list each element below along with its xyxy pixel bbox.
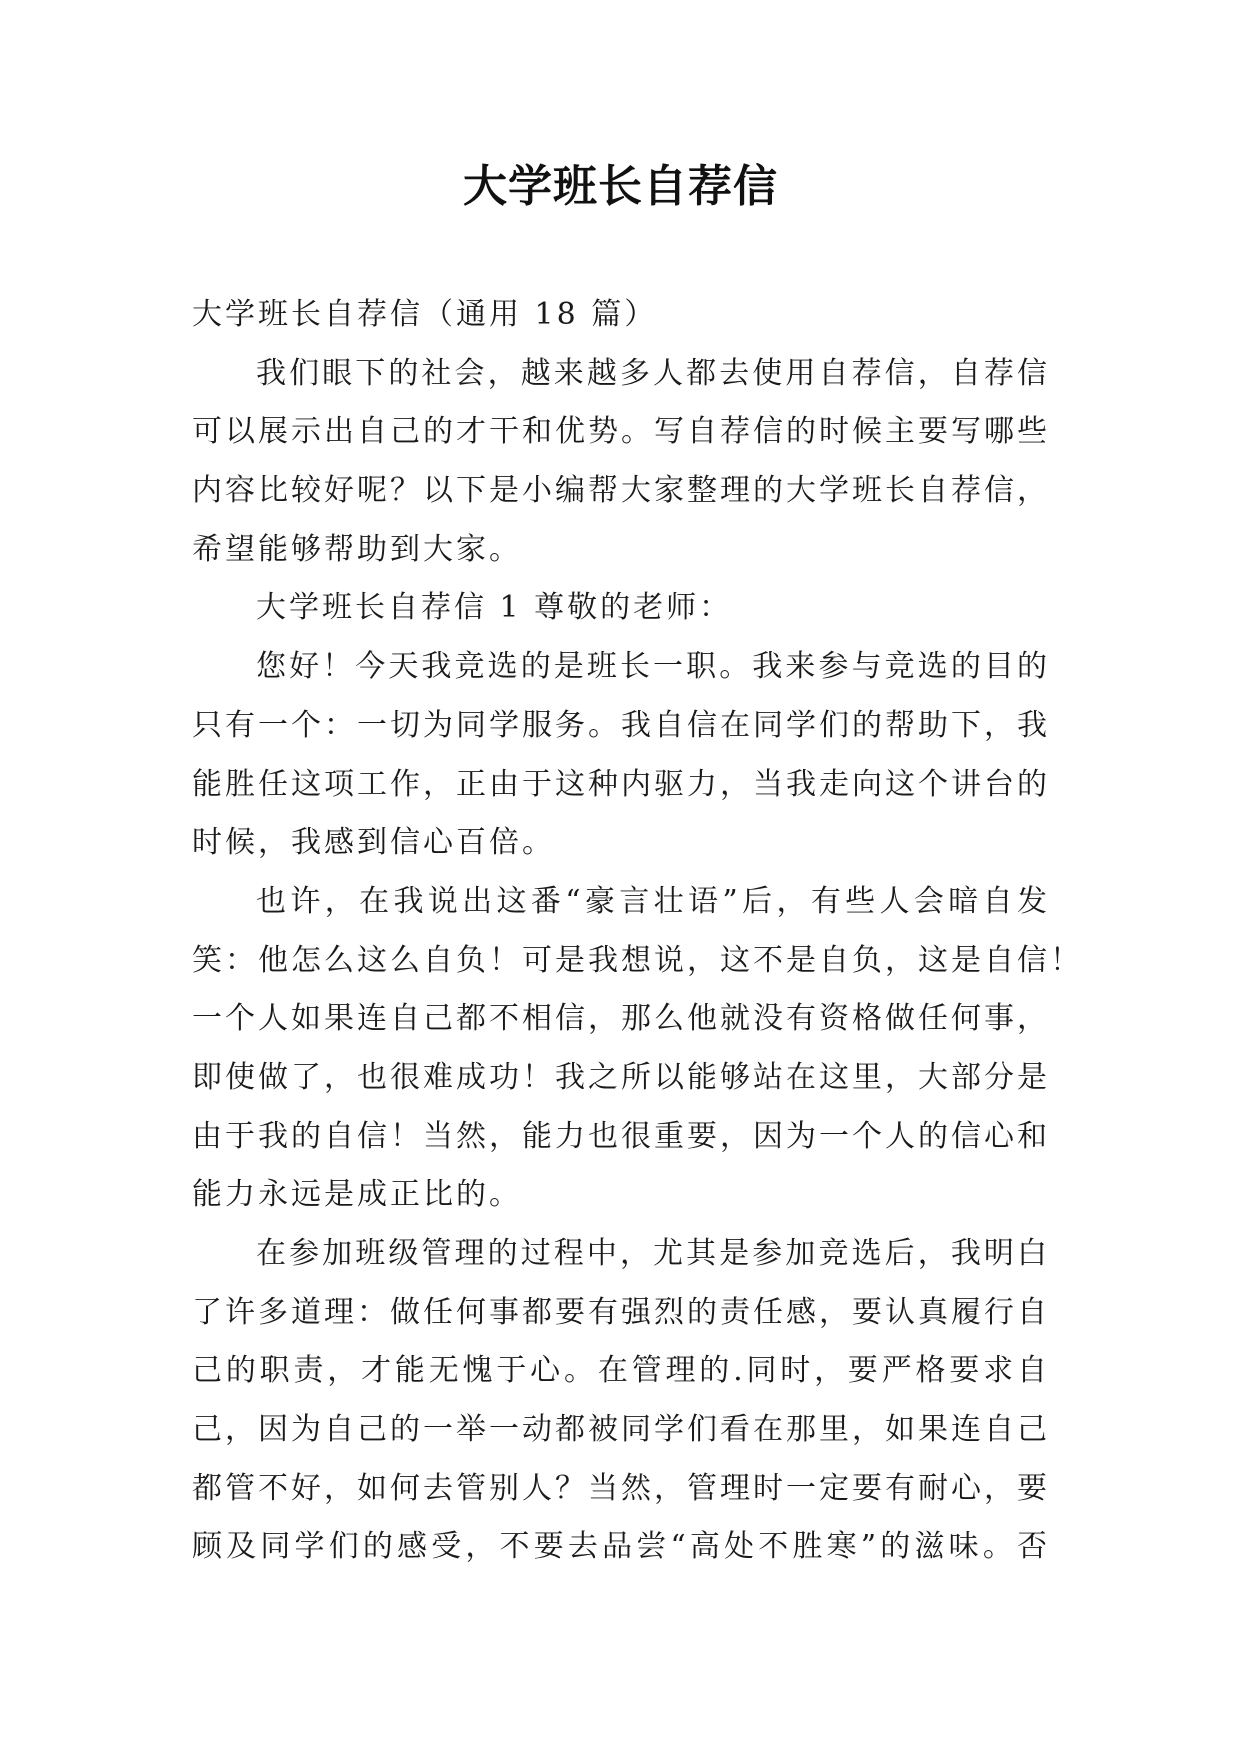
text-line: 我们眼下的社会，越来越多人都去使用自荐信，自荐信 [256, 355, 1050, 391]
text-line: 内容比较好呢？以下是小编帮大家整理的大学班长自荐信， [192, 473, 1050, 509]
text-line: 了许多道理：做任何事都要有强烈的责任感，要认真履行自 [192, 1294, 1050, 1330]
text-line: 笑：他怎么这么自负！可是我想说，这不是自负，这是自信！ [192, 942, 1083, 978]
text-line: 即使做了，也很难成功！我之所以能够站在这里，大部分是 [192, 1059, 1050, 1095]
text-line: 己，因为自己的一举一动都被同学们看在那里，如果连自己 [192, 1412, 1050, 1448]
text-line: 可以展示出自己的才干和优势。写自荐信的时候主要写哪些 [192, 414, 1050, 450]
text-line: 一个人如果连自己都不相信，那么他就没有资格做任何事， [192, 1001, 1050, 1037]
document-title: 大学班长自荐信 [463, 161, 778, 212]
text-line: 在参加班级管理的过程中，尤其是参加竞选后，我明白 [256, 1236, 1050, 1271]
document-body [192, 286, 1083, 1577]
text-line: 顾及同学们的感受，不要去品尝“高处不胜寒”的滋味。否 [192, 1529, 1050, 1565]
text-line: 能力永远是成正比的。 [192, 1177, 522, 1213]
text-line: 能胜任这项工作，正由于这种内驱力，当我走向这个讲台的 [192, 766, 1050, 802]
text-line: 也许，在我说出这番“豪言壮语”后，有些人会暗自发 [256, 883, 1050, 919]
text-line: 希望能够帮助到大家。 [192, 531, 522, 567]
text-line: 都管不好，如何去管别人？当然，管理时一定要有耐心，要 [192, 1470, 1050, 1506]
text-line: 己的职责，才能无愧于心。在管理的.同时，要严格要求自 [192, 1353, 1050, 1389]
text-line: 只有一个：一切为同学服务。我自信在同学们的帮助下，我 [192, 707, 1050, 743]
text-line: 大学班长自荐信 1 尊敬的老师： [256, 590, 733, 626]
text-line: 您好！今天我竞选的是班长一职。我来参与竞选的目的 [256, 649, 1050, 685]
text-line: 由于我的自信！当然，能力也很重要，因为一个人的信心和 [192, 1118, 1050, 1154]
text-line: 时候，我感到信心百倍。 [192, 825, 555, 861]
text-line: 大学班长自荐信（通用 18 篇） [192, 297, 658, 332]
